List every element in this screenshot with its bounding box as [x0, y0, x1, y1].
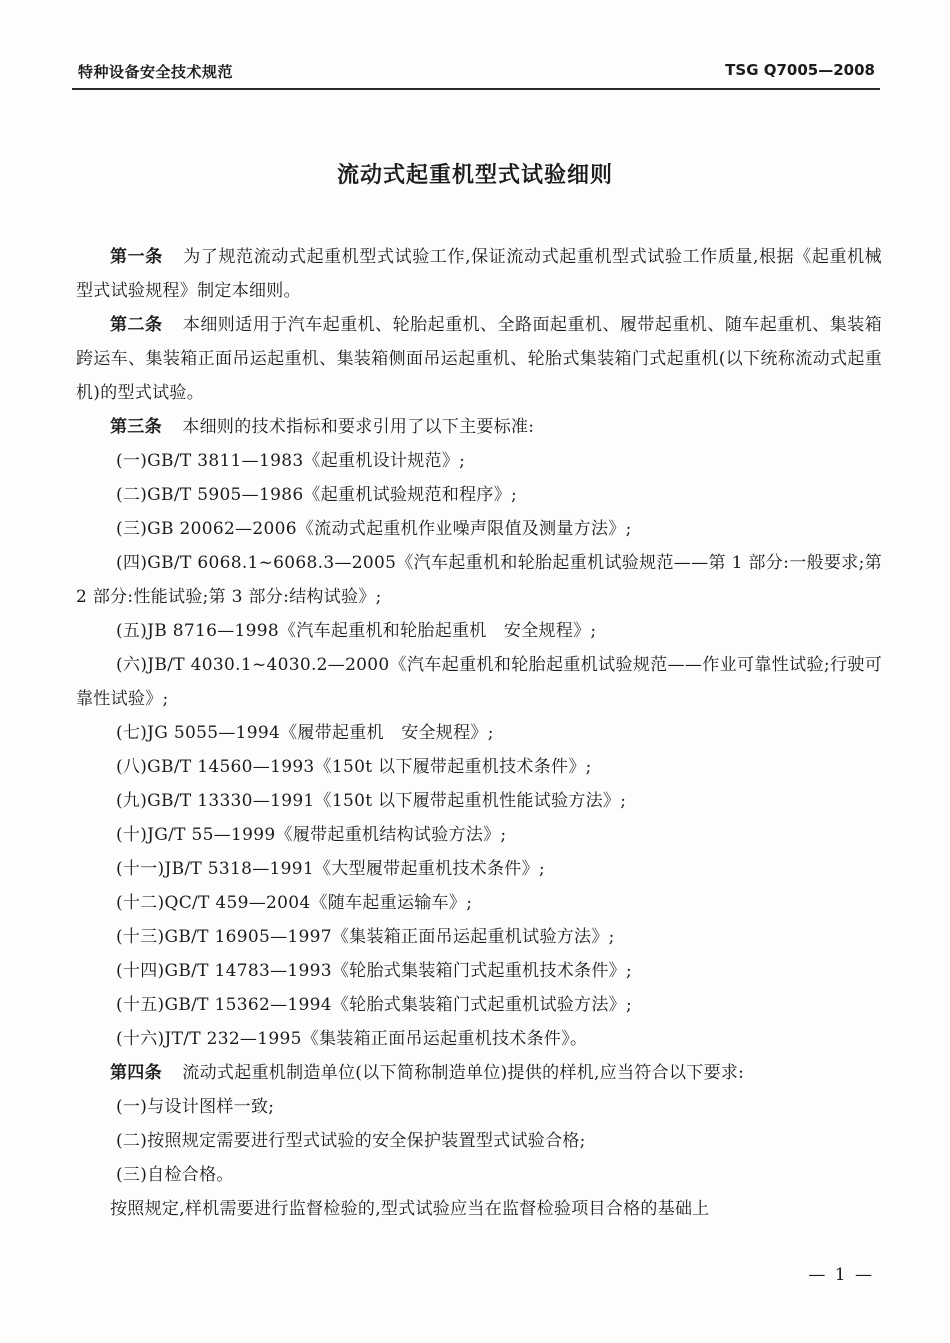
standard-item: (七)JG 5055—1994《履带起重机 安全规程》;: [116, 723, 494, 743]
standard-item: (十五)GB/T 15362—1994《轮胎式集装箱门式起重机试验方法》;: [116, 995, 632, 1015]
article-4: [76, 1056, 882, 1090]
article-4-label: 第四条: [110, 1063, 162, 1083]
requirement-item: (二)按照规定需要进行型式试验的安全保护装置型式试验合格;: [116, 1131, 586, 1151]
article-3-text: 本细则的技术指标和要求引用了以下主要标准:: [182, 417, 535, 437]
standard-item: (八)GB/T 14560—1993《150t 以下履带起重机技术条件》;: [116, 757, 592, 777]
header-divider: [72, 88, 880, 90]
standard-item: (五)JB 8716—1998《汽车起重机和轮胎起重机 安全规程》;: [116, 621, 597, 641]
article-1-label: 第一条: [110, 247, 163, 267]
article-1-text: 为了规范流动式起重机型式试验工作,保证流动式起重机型式试验工作质量,根据《起重机械型式试验规程》制定本细则。: [76, 247, 883, 301]
standard-item: (十一)JB/T 5318—1991《大型履带起重机技术条件》;: [116, 859, 545, 879]
standard-item: (十六)JT/T 232—1995《集装箱正面吊运起重机技术条件》。: [116, 1029, 588, 1049]
page-title: 流动式起重机型式试验细则: [336, 163, 613, 188]
standard-item: (九)GB/T 13330—1991《150t 以下履带起重机性能试验方法》;: [116, 791, 627, 811]
standard-item: (十四)GB/T 14783—1993《轮胎式集装箱门式起重机技术条件》;: [116, 961, 632, 981]
requirement-item: (一)与设计图样一致;: [116, 1097, 275, 1117]
running-header-title: 特种设备安全技术规范: [78, 63, 234, 81]
article-3: [76, 410, 882, 444]
standard-item: (二)GB/T 5905—1986《起重机试验规范和程序》;: [116, 485, 518, 505]
standard-item: (十三)GB/T 16905—1997《集装箱正面吊运起重机试验方法》;: [116, 927, 615, 947]
standard-item: (一)GB/T 3811—1983《起重机设计规范》;: [116, 451, 466, 471]
document-body: [76, 240, 882, 1226]
article-2-text: 本细则适用于汽车起重机、轮胎起重机、全路面起重机、履带起重机、随车起重机、集装箱跨运车、集装箱正面吊运起重机、集装箱侧面吊运起重机、轮胎式集装箱门式起重机(以下统称流动式起重机)的型式试验。: [76, 315, 882, 403]
standard-item: (四)GB/T 6068.1~6068.3—2005《汽车起重机和轮胎起重机试验规范——第 1 部分:一般要求;第 2 部分:性能试验;第 3 部分:结构试验》;: [76, 553, 882, 607]
article-3-label: 第三条: [110, 417, 162, 437]
page-number: — 1 —: [808, 1265, 874, 1285]
article-2: [76, 308, 882, 410]
running-header-code: TSG Q7005—2008: [725, 61, 875, 79]
article-1: [76, 240, 882, 308]
closing-paragraph: 按照规定,样机需要进行监督检验的,型式试验应当在监督检验项目合格的基础上: [110, 1199, 710, 1219]
article-2-label: 第二条: [110, 315, 163, 335]
standard-item: (十)JG/T 55—1999《履带起重机结构试验方法》;: [116, 825, 507, 845]
standard-item: (三)GB 20062—2006《流动式起重机作业噪声限值及测量方法》;: [116, 519, 632, 539]
standard-item: (十二)QC/T 459—2004《随车起重运输车》;: [116, 893, 473, 913]
article-4-text: 流动式起重机制造单位(以下简称制造单位)提供的样机,应当符合以下要求:: [182, 1063, 745, 1083]
requirement-item: (三)自检合格。: [116, 1165, 234, 1185]
standard-item: (六)JB/T 4030.1~4030.2—2000《汽车起重机和轮胎起重机试验规范——作业可靠性试验;行驶可靠性试验》;: [76, 655, 882, 709]
